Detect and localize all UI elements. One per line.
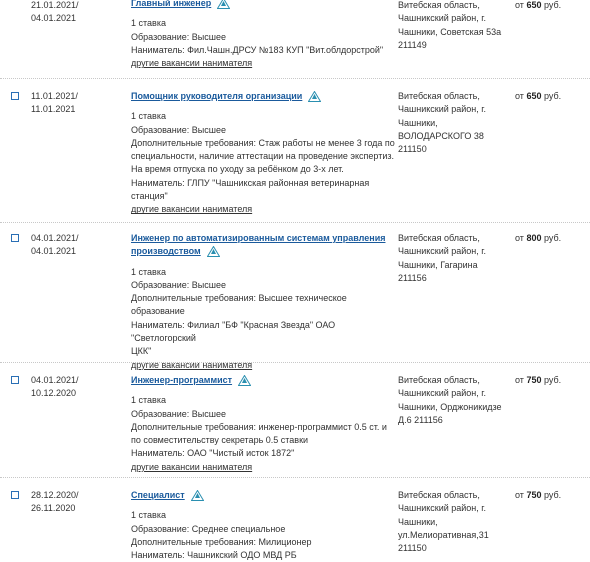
checkbox-icon[interactable] bbox=[11, 491, 19, 499]
vacancy-address: Витебская область, Чашникский район, г. Чашники, Советская 53а 211149 bbox=[398, 0, 502, 50]
vacancy-title-link[interactable]: Инженер по автоматизированным системам управления bbox=[131, 233, 386, 243]
vacancy-title-link[interactable]: Специалист bbox=[131, 490, 185, 500]
checkbox-icon[interactable] bbox=[11, 234, 19, 242]
vacancy-title-link[interactable]: производством bbox=[131, 246, 201, 257]
row-divider bbox=[0, 362, 590, 363]
vacancy-address: Витебская область, Чашникский район, г. Чашники, Орджоникидзе Д.6 211156 bbox=[398, 375, 502, 425]
vacancy-address: Витебская область, Чашникский район, г. Чашники, ВОЛОДАРСКОГО 38 211150 bbox=[398, 91, 486, 155]
other-vacancies-link[interactable]: другие вакансии нанимателя bbox=[131, 461, 253, 472]
checkbox-icon[interactable] bbox=[11, 376, 19, 384]
vacancy-address: Витебская область, Чашникский район, г. Чашники, ул.Мелиоративная,31 211150 bbox=[398, 490, 489, 554]
tree-triangle-icon bbox=[308, 91, 321, 102]
vacancy-main: Главный инженер 1 ставка Образование: Высшее Наниматель: Фил.Чашн.ДРСУ №183 КУП "Вит.облдорстрой" другие вакансии нанимателя bbox=[131, 0, 396, 70]
vacancy-title-link[interactable]: Инженер-программист bbox=[131, 375, 233, 385]
tree-triangle-icon bbox=[207, 246, 220, 257]
tree-triangle-icon bbox=[217, 0, 230, 9]
vacancy-salary: от 750 руб. bbox=[515, 375, 562, 385]
vacancy-main: Помощник руководителя организации 1 ставка Образование: Высшее Дополнительные требования: Стаж работы не менее 3 года по специальности, наличие аттестации на проведение экспертиз. На время отпуска по уходу за ребёнком до 3-х лет. Наниматель: ГЛПУ "Чашникская районная ветеринарная станция" другие вакансии нанимателя bbox=[131, 90, 396, 217]
tree-triangle-icon bbox=[238, 375, 251, 386]
vacancy-dates: 21.01.2021/ 04.01.2021 bbox=[31, 0, 79, 23]
vacancy-salary: от 750 руб. bbox=[515, 490, 562, 500]
vacancy-main: Инженер-программист 1 ставка Образование: Высшее Дополнительные требования: инженер-программист 0.5 ст. и по совместительству секретарь 0.5 ставки Наниматель: ОАО "Чистый исток 1872" другие вакансии нанимателя bbox=[131, 374, 396, 474]
vacancy-main: Инженер по автоматизированным системам управления производством 1 ставка Образование: Высшее Дополнительные требования: Высшее техническое образование Наниматель: Филиал "БФ "Красная Звезда" ОАО "Светлогорский ЦКК" другие вакансии нанимателя bbox=[131, 232, 396, 372]
row-divider bbox=[0, 78, 590, 79]
vacancy-salary: от 650 руб. bbox=[515, 91, 562, 101]
other-vacancies-link[interactable]: другие вакансии нанимателя bbox=[131, 359, 253, 370]
other-vacancies-link[interactable]: другие вакансии нанимателя bbox=[131, 58, 253, 69]
vacancy-title-link[interactable]: Помощник руководителя организации bbox=[131, 91, 303, 101]
vacancy-title-link[interactable]: Главный инженер bbox=[131, 0, 212, 8]
row-divider bbox=[0, 477, 590, 478]
vacancy-salary: от 800 руб. bbox=[515, 233, 562, 243]
row-divider bbox=[0, 222, 590, 223]
vacancy-main: Специалист 1 ставка Образование: Среднее специальное Дополнительные требования: Милиционер Наниматель: Чашникский ОДО МВД РБ bbox=[131, 490, 312, 561]
checkbox-icon[interactable] bbox=[11, 92, 19, 100]
vacancy-dates: 04.01.2021/ 04.01.2021 bbox=[31, 233, 79, 256]
vacancy-dates: 28.12.2020/ 26.11.2020 bbox=[31, 490, 79, 513]
vacancy-dates: 11.01.2021/ 11.01.2021 bbox=[31, 91, 78, 114]
tree-triangle-icon bbox=[191, 490, 204, 501]
vacancy-salary: от 650 руб. bbox=[515, 0, 562, 10]
other-vacancies-link[interactable]: другие вакансии нанимателя bbox=[131, 204, 253, 215]
vacancy-dates: 04.01.2021/ 10.12.2020 bbox=[31, 375, 79, 398]
vacancy-address: Витебская область, Чашникский район, г. Чашники, Гагарина 211156 bbox=[398, 233, 486, 283]
